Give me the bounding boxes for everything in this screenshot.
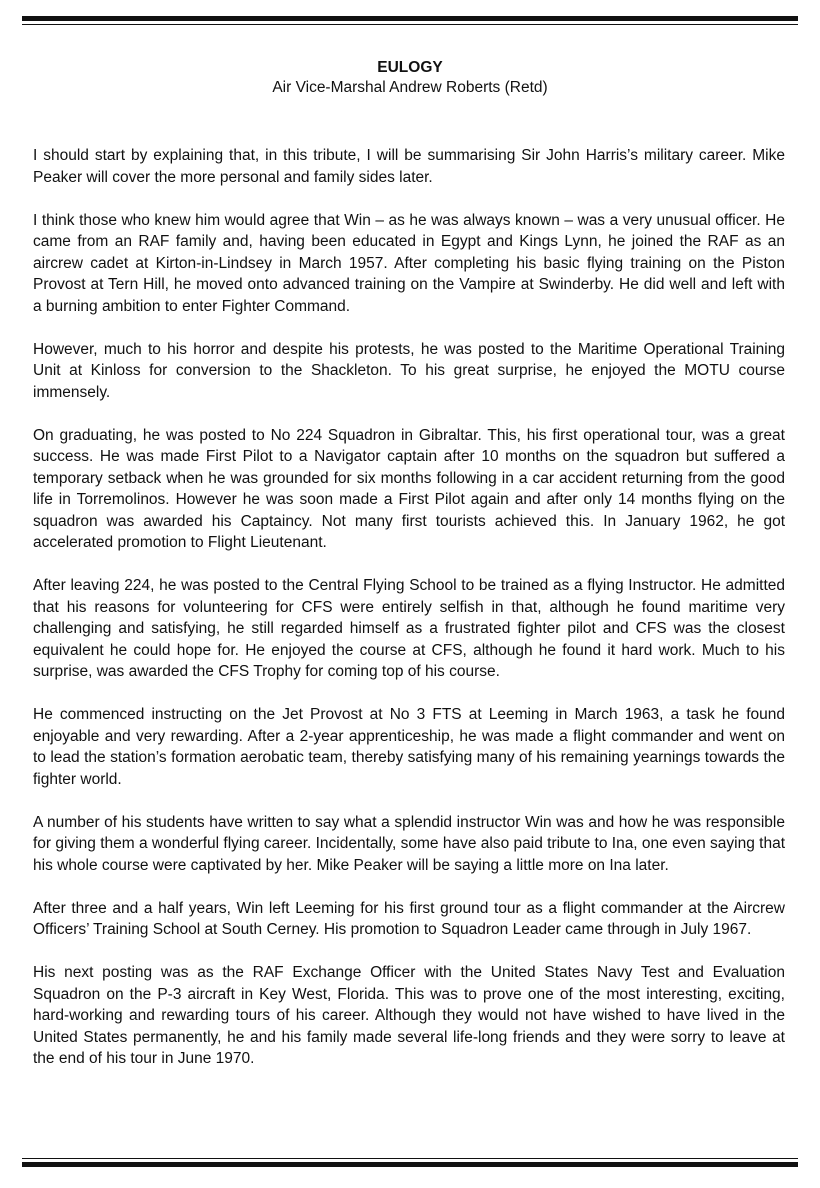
paragraph-gibraltar: On graduating, he was posted to No 224 Squadron in Gibraltar. This, his first operational tour, was a great success. He was made First Pilot to a Navigator captain after 10 months on the squadron but suffered a temporary setback when he was grounded for six months following in a car accident returning from the good life in Torremolinos. However he was soon made a First Pilot again and after only 14 months flying on the squadron was awarded his Captaincy. Not many first tourists achieved this. In January 1962, he got accelerated promotion to Flight Lieutenant. — [33, 426, 785, 551]
paragraph-students: A number of his students have written to say what a splendid instructor Win was and how he was responsible for giving them a wonderful flying career. Incidentally, some have also paid tribute to Ina, one even saying that his whole course were captivated by her. Mike Peaker will be saying a little more on Ina later. — [33, 813, 785, 874]
bottom-double-rule — [22, 1158, 798, 1167]
top-double-rule — [22, 16, 798, 25]
paragraph-early-career: I think those who knew him would agree that Win – as he was always known – was a very unusual officer. He came from an RAF family and, having been educated in Egypt and Kings Lynn, he joined the RAF as an aircrew cadet at Kirton-in-Lindsey in March 1957. After completing his basic flying training on the Piston Provost at Tern Hill, he moved onto advanced training on the Vampire at Swinderby. He did well and left with a burning ambition to enter Fighter Command. — [33, 211, 785, 315]
paragraph-intro: I should start by explaining that, in this tribute, I will be summarising Sir John Harris’s military career. Mike Peaker will cover the more personal and family sides later. — [33, 147, 785, 186]
paragraph-cfs: After leaving 224, he was posted to the Central Flying School to be trained as a flying Instructor. He admitted that his reasons for volunteering for CFS were entirely selfish in that, although he found maritime very challenging and satisfying, he still regarded himself as a frustrated fighter pilot and CFS was the closest equivalent he could hope for. He enjoyed the course at CFS, although he found it hard work. Much to his surprise, was awarded the CFS Trophy for coming top of his course. — [33, 577, 785, 680]
bottom-rule-thick — [22, 1162, 798, 1167]
document-header — [0, 58, 820, 98]
top-rule-thick — [22, 16, 798, 21]
document-body — [33, 145, 785, 1091]
document-author: Air Vice-Marshal Andrew Roberts (Retd) — [272, 79, 548, 96]
paragraph-south-cerney: After three and a half years, Win left Leeming for his first ground tour as a flight commander at the Aircrew Officers’ Training School at South Cerney. His promotion to Squadron Leader came through in July 1967. — [33, 899, 785, 938]
document-title: EULOGY — [377, 59, 443, 76]
paragraph-leeming: He commenced instructing on the Jet Provost at No 3 FTS at Leeming in March 1963, a task he found enjoyable and very rewarding. After a 2-year apprenticeship, he was made a flight commander and went on to lead the station’s formation aerobatic team, thereby satisfying many of his remaining yearnings towards the fighter world. — [33, 706, 785, 788]
paragraph-maritime-training: However, much to his horror and despite his protests, he was posted to the Maritime Operational Training Unit at Kinloss for conversion to the Shackleton. To his great surprise, he enjoyed the MOTU course immensely. — [33, 340, 785, 401]
bottom-rule-thin — [22, 1158, 798, 1159]
top-rule-thin — [22, 24, 798, 25]
paragraph-key-west: His next posting was as the RAF Exchange Officer with the United States Navy Test and Evaluation Squadron on the P-3 aircraft in Key West, Florida. This was to prove one of the most interesting, exciting, hard-working and rewarding tours of his career. Although they would not have wished to have lived in the United States permanently, he and his family made several life-long friends and they were sorry to leave at the end of his tour in June 1970. — [33, 964, 785, 1067]
